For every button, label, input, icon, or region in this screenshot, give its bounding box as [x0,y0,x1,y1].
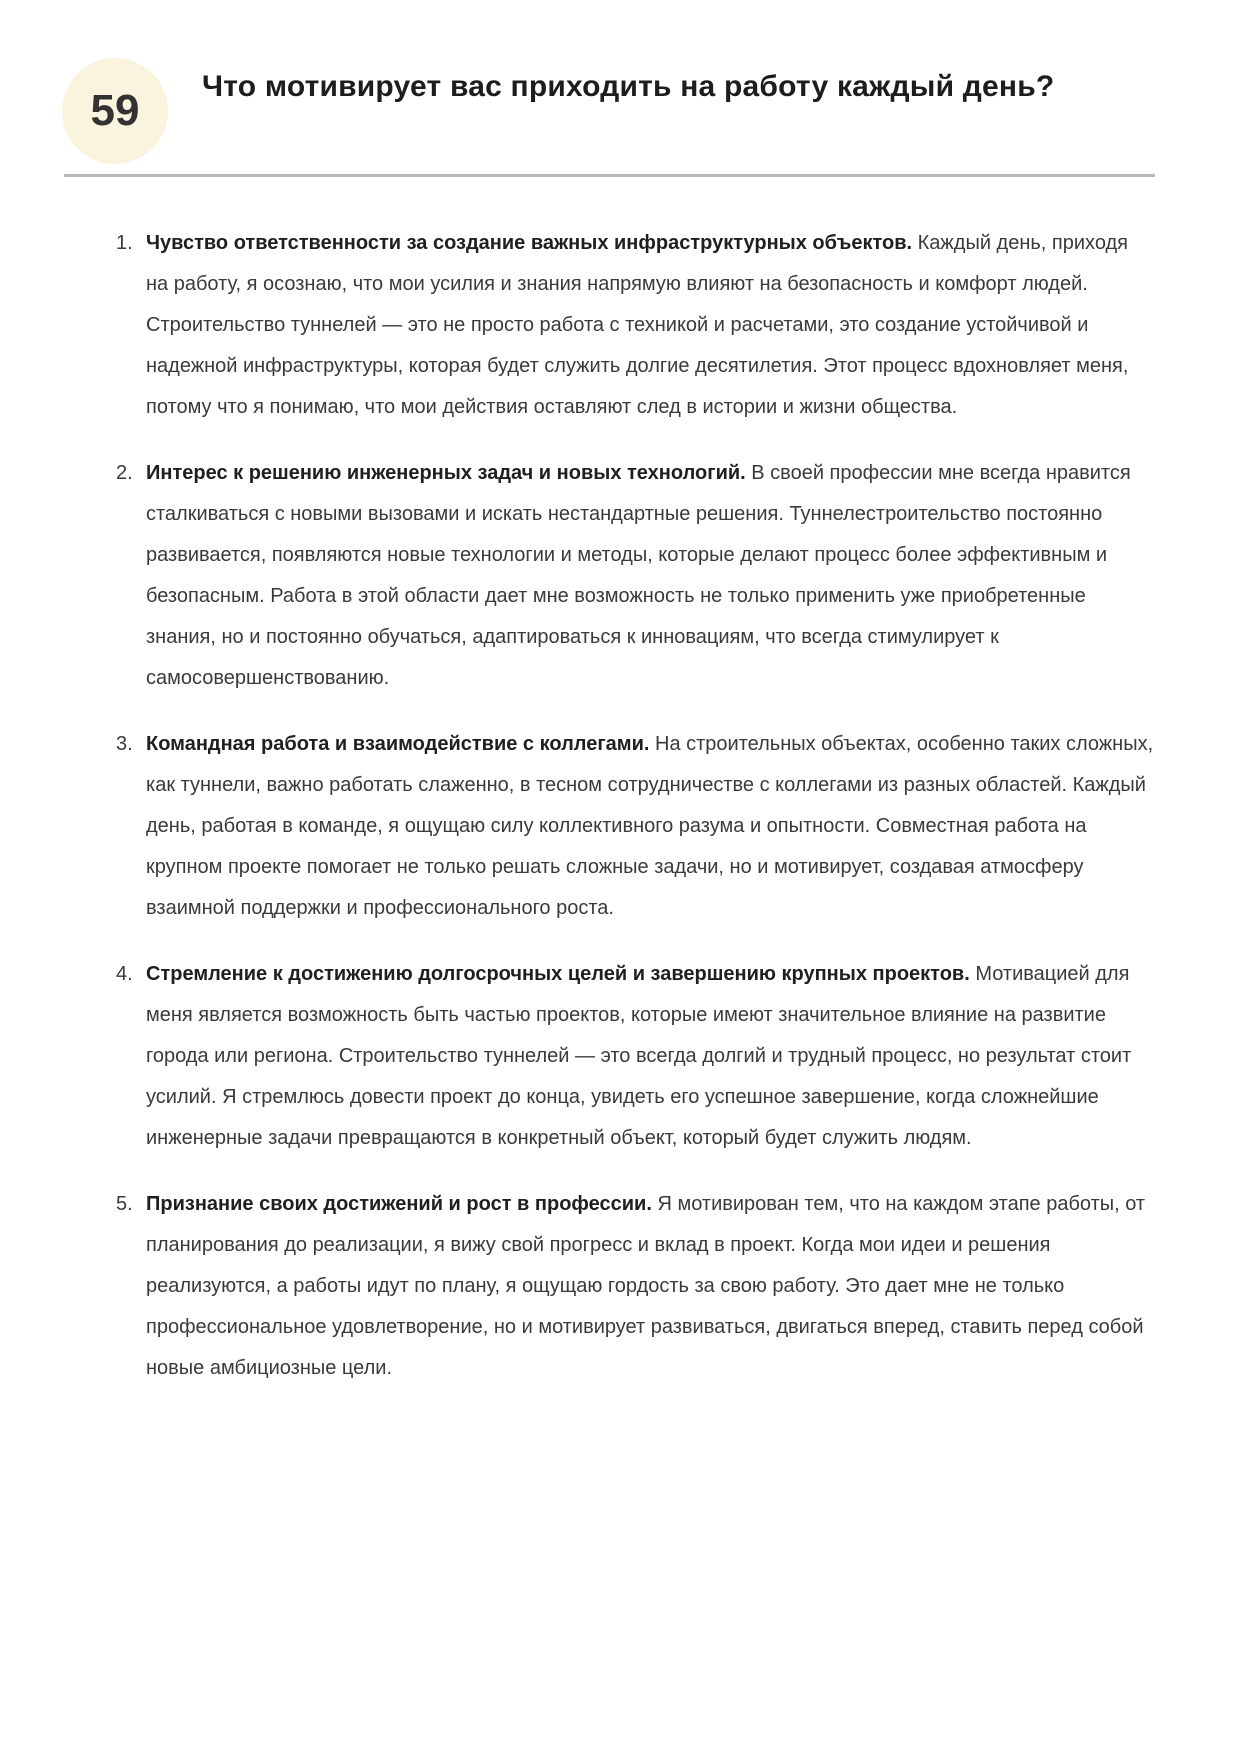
item-lead: Интерес к решению инженерных задач и новых технологий. [146,462,746,484]
item-number: 2. [116,462,133,484]
item-number: 4. [116,963,133,985]
question-header [62,58,1155,164]
item-description: В своей профессии мне всегда нравится сталкиваться с новыми вызовами и искать нестандартные решения. Туннелестроительство постоянно развивается, появляются новые технологии и методы, которые делают процесс более эффективным и безопасным. Работа в этой области дает мне возможность не только применить уже приобретенные знания, но и постоянно обучаться, адаптироваться к инновациям, что всегда стимулирует к самосовершенствованию. [146,462,1131,689]
list-item [116,453,1155,699]
header-divider [64,174,1155,177]
item-number: 3. [116,733,133,755]
item-text [146,724,1155,929]
item-description: На строительных объектах, особенно таких сложных, как туннели, важно работать слаженно, в тесном сотрудничестве с коллегами из разных областей. Каждый день, работая в команде, я ощущаю силу коллективного разума и опытности. Совместная работа на крупном проекте помогает не только решать сложные задачи, но и мотивирует, создавая атмосферу взаимной поддержки и профессионального роста. [146,733,1154,919]
list-item [116,724,1155,929]
item-lead: Признание своих достижений и рост в профессии. [146,1193,652,1215]
item-number: 5. [116,1193,133,1215]
answer-list [62,223,1155,1389]
page-title: Что мотивирует вас приходить на работу каждый день? [202,70,1055,103]
item-text [146,954,1155,1159]
item-description: Мотивацией для меня является возможность быть частью проектов, которые имеют значительное влияние на развитие города или региона. Строительство туннелей — это всегда долгий и трудный процесс, но результат стоит усилий. Я стремлюсь довести проект до конца, увидеть его успешное завершение, когда сложнейшие инженерные задачи превращаются в конкретный объект, который будет служить людям. [146,963,1132,1149]
item-description: Каждый день, приходя на работу, я осознаю, что мои усилия и знания напрямую влияют на безопасность и комфорт людей. Строительство туннелей — это не просто работа с техникой и расчетами, это создание устойчивой и надежной инфраструктуры, которая будет служить долгие десятилетия. Этот процесс вдохновляет меня, потому что я понимаю, что мои действия оставляют след в истории и жизни общества. [146,232,1129,418]
item-lead: Стремление к достижению долгосрочных целей и завершению крупных проектов. [146,963,970,985]
list-item [116,223,1155,428]
item-lead: Чувство ответственности за создание важных инфраструктурных объектов. [146,232,913,254]
item-text [146,223,1155,428]
item-lead: Командная работа и взаимодействие с коллегами. [146,733,650,755]
list-item [116,954,1155,1159]
question-number: 59 [90,86,140,135]
item-number: 1. [116,232,133,254]
item-description: Я мотивирован тем, что на каждом этапе работы, от планирования до реализации, я вижу свой прогресс и вклад в проект. Когда мои идеи и решения реализуются, а работы идут по плану, я ощущаю гордость за свою работу. Это дает мне не только профессиональное удовлетворение, но и мотивирует развиваться, двигаться вперед, ставить перед собой новые амбициозные цели. [146,1193,1146,1379]
item-text [146,453,1155,699]
item-text [146,1184,1155,1389]
list-item [116,1184,1155,1389]
question-number-badge [62,58,168,164]
